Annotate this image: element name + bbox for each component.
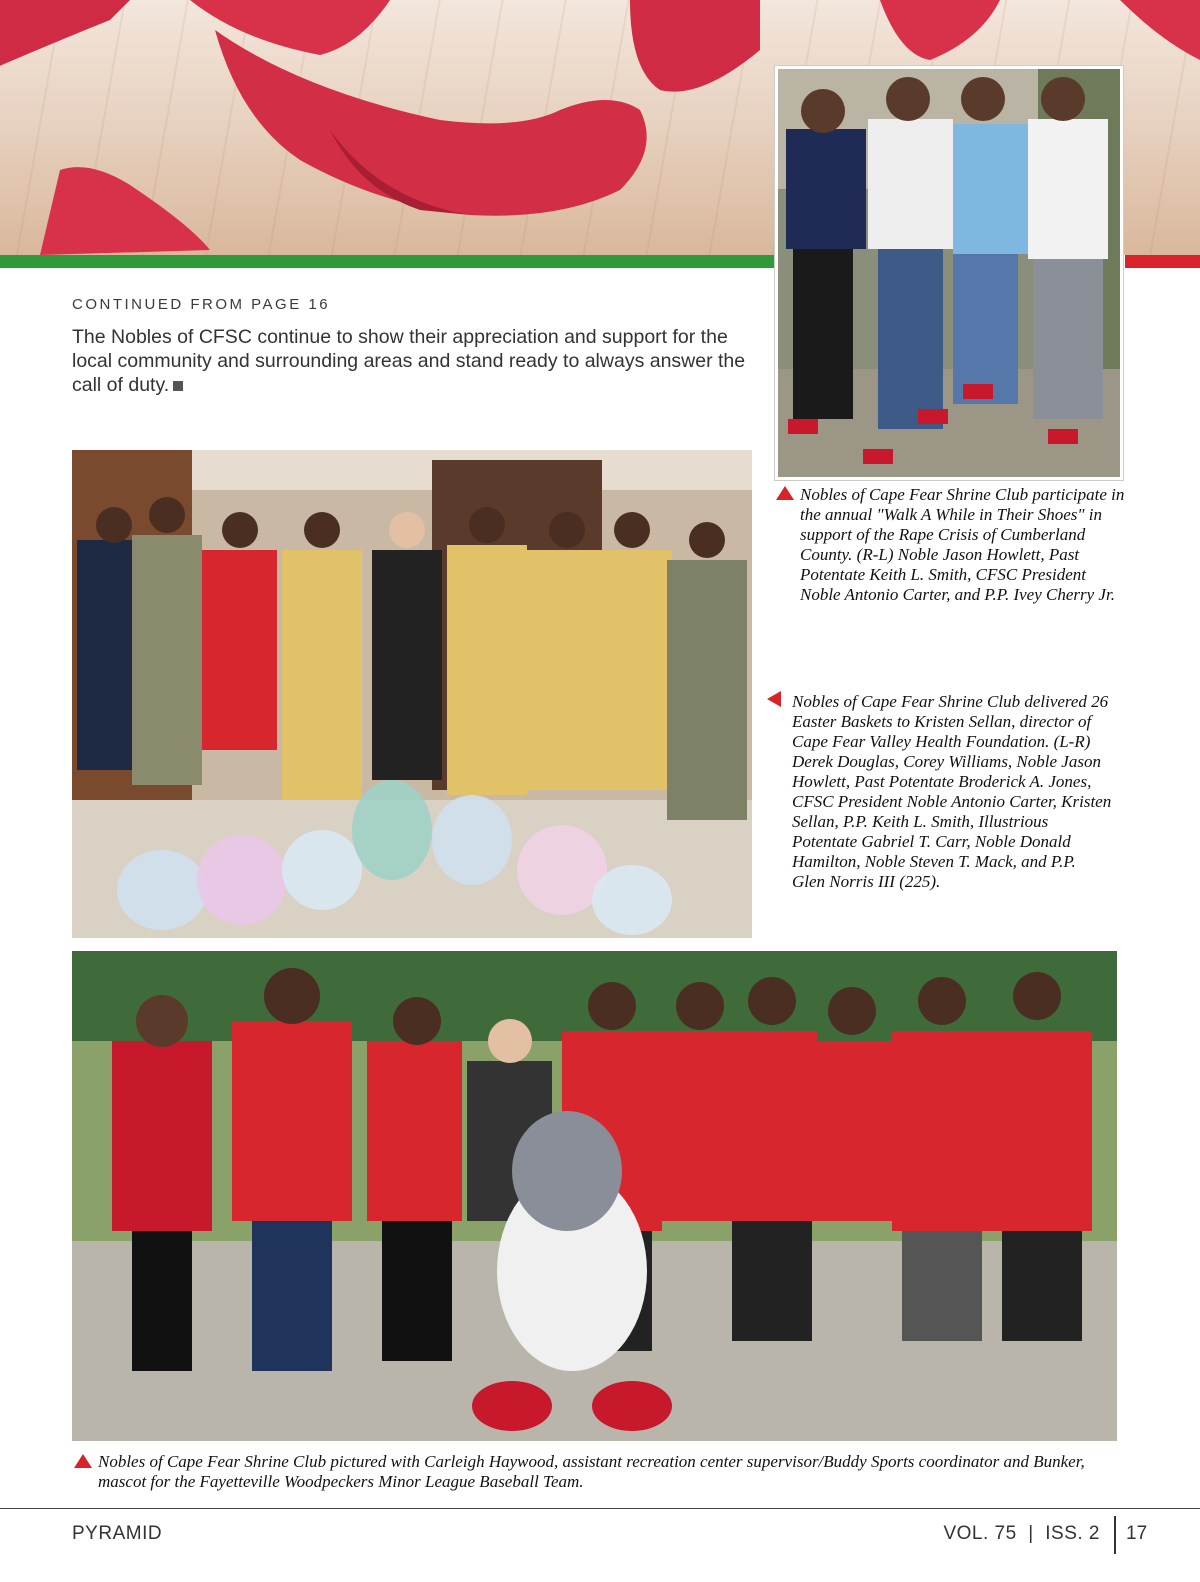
baseball-caption: Nobles of Cape Fear Shrine Club pictured with Carleigh Haywood, assistant recreation center supervisor/Buddy Sports coordinator and Bunker, mascot for the Fayetteville Woodpeckers Minor League Baseball Team. xyxy=(98,1452,1085,1491)
issue-info: VOL. 75 | ISS. 2 xyxy=(943,1523,1100,1544)
publication-name: PYRAMID xyxy=(72,1523,163,1544)
lead-text: The Nobles of CFSC continue to show their appreciation and support for the local community and surrounding areas and stand ready to always answer the call of duty. xyxy=(72,326,746,396)
caption-pointer-up-icon-2 xyxy=(74,1454,92,1468)
page-number: 17 xyxy=(1126,1523,1148,1544)
end-mark-icon xyxy=(173,381,183,391)
lead-paragraph xyxy=(72,325,772,397)
red-accent-stripe xyxy=(1125,255,1200,268)
footer-rule xyxy=(0,1508,1200,1509)
green-accent-stripe xyxy=(0,255,780,268)
continued-from-label: CONTINUED FROM PAGE 16 xyxy=(72,296,331,313)
walk-a-while-photo xyxy=(775,66,1123,480)
walk-caption: Nobles of Cape Fear Shrine Club participate in the annual "Walk A While in Their Shoes" in support of the Rape Crisis of Cumberland County. (R-L) Noble Jason Howlett, Past Potentate Keith L. Smith, CFSC President Noble Antonio Carter, and P.P. Ivey Cherry Jr. xyxy=(800,485,1125,604)
caption-pointer-up-icon xyxy=(776,486,794,500)
footer-divider xyxy=(1114,1516,1116,1554)
easter-baskets-photo xyxy=(72,450,752,938)
caption-pointer-left-icon xyxy=(767,691,781,707)
easter-caption: Nobles of Cape Fear Shrine Club delivered 26 Easter Baskets to Kristen Sellan, director of Cape Fear Valley Health Foundation. (L-R) Derek Douglas, Corey Williams, Noble Jason Howlett, Past Potentate Broderick A. Jones, CFSC President Noble Antonio Carter, Kristen Sellan, P.P. Keith L. Smith, Illustrious Potentate Gabriel T. Carr, Noble Donald Hamilton, Noble Steven T. Mack, and P.P. Glen Norris III (225). xyxy=(792,692,1112,891)
baseball-group-photo xyxy=(72,951,1117,1441)
